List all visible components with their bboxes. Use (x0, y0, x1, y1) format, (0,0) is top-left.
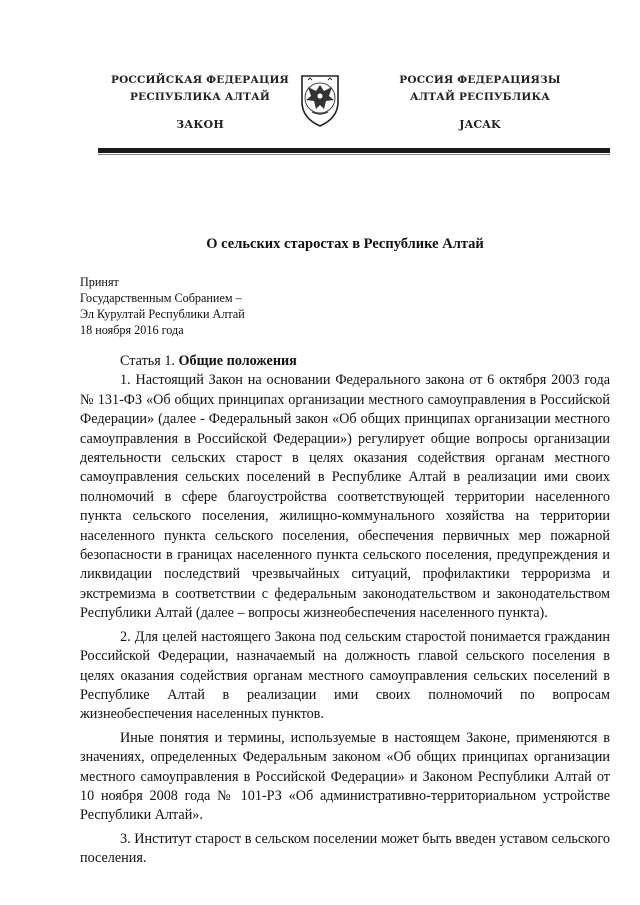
header-divider-thin (98, 154, 610, 155)
coat-of-arms-icon (296, 72, 344, 128)
adoption-line-2: Государственным Собранием – (80, 291, 242, 305)
header-left-country: РОССИЙСКАЯ ФЕДЕРАЦИЯ (110, 74, 290, 86)
paragraph-4: 3. Институт старост в сельском поселении может быть введен уставом сельского поселения. (80, 830, 610, 867)
adoption-line-1: Принят (80, 275, 119, 289)
paragraph-3: Иные понятия и термины, используемые в настоящем Законе, применяются в значениях, определенных Федеральным законом «Об общих принципах организации местного самоуправления в Российской Федерации» и Законом Республики Алтай от 10 ноября 2008 года № 101-РЗ «Об административно-территориальном устройстве Республики Алтай». (80, 729, 610, 824)
document-body (80, 352, 610, 869)
article-heading (80, 352, 610, 371)
header-right-law: JACAK (459, 118, 501, 131)
article-title: Общие положения (178, 353, 297, 369)
header-right-country: РОССИЯ ФЕДЕРАЦИЯЗЫ (399, 74, 561, 86)
adoption-date: 18 ноября 2016 года (80, 323, 184, 337)
header-right-block (380, 72, 580, 133)
header-left-republic: РЕСПУБЛИКА АЛТАЙ (130, 91, 270, 103)
header-divider-thick (98, 148, 610, 153)
document-title: О сельских старостах в Республике Алтай (206, 236, 484, 252)
adoption-line-3: Эл Курултай Республики Алтай (80, 307, 245, 321)
header-left-block (100, 72, 300, 133)
article-label: Статья 1. (120, 353, 175, 369)
adoption-note (80, 274, 380, 338)
header-left-law: ЗАКОН (176, 118, 224, 131)
document-header (0, 72, 640, 152)
header-right-republic: АЛТАЙ РЕСПУБЛИКА (410, 91, 550, 103)
paragraph-1: 1. Настоящий Закон на основании Федерального закона от 6 октября 2003 года № 131-ФЗ «Об общих принципах организации местного самоуправления в Российской Федерации» (далее - Федеральный закон «Об общих принципах организации местного самоуправления в Российской Федерации») регулирует общие вопросы организации деятельности сельских старост в целях оказания содействия органам местного самоуправления сельских поселений в Республике Алтай в реализации ими своих полномочий в сфере благоустройства соответствующей территории населенного пункта сельского поселения, жилищно-коммунального хозяйства на территории населенного пункта сельского поселения, обеспечения первичных мер пожарной безопасности в границах населенного пункта сельского поселения, предупреждения и ликвидации последствий чрезвычайных ситуаций, профилактики терроризма и экстремизма в соответствии с федеральным законодательством и законодательством Республики Алтай (далее – вопросы жизнеобеспечения населенного пункта). (80, 372, 610, 622)
paragraph-2: 2. Для целей настоящего Закона под сельским старостой понимается гражданин Российской Федерации, назначаемый на должность главой сельского поселения в целях оказания содействия органам местного самоуправления сельских поселений в Республике Алтай в реализации ими своих полномочий по вопросам жизнеобеспечения населенных пунктов. (80, 628, 610, 723)
